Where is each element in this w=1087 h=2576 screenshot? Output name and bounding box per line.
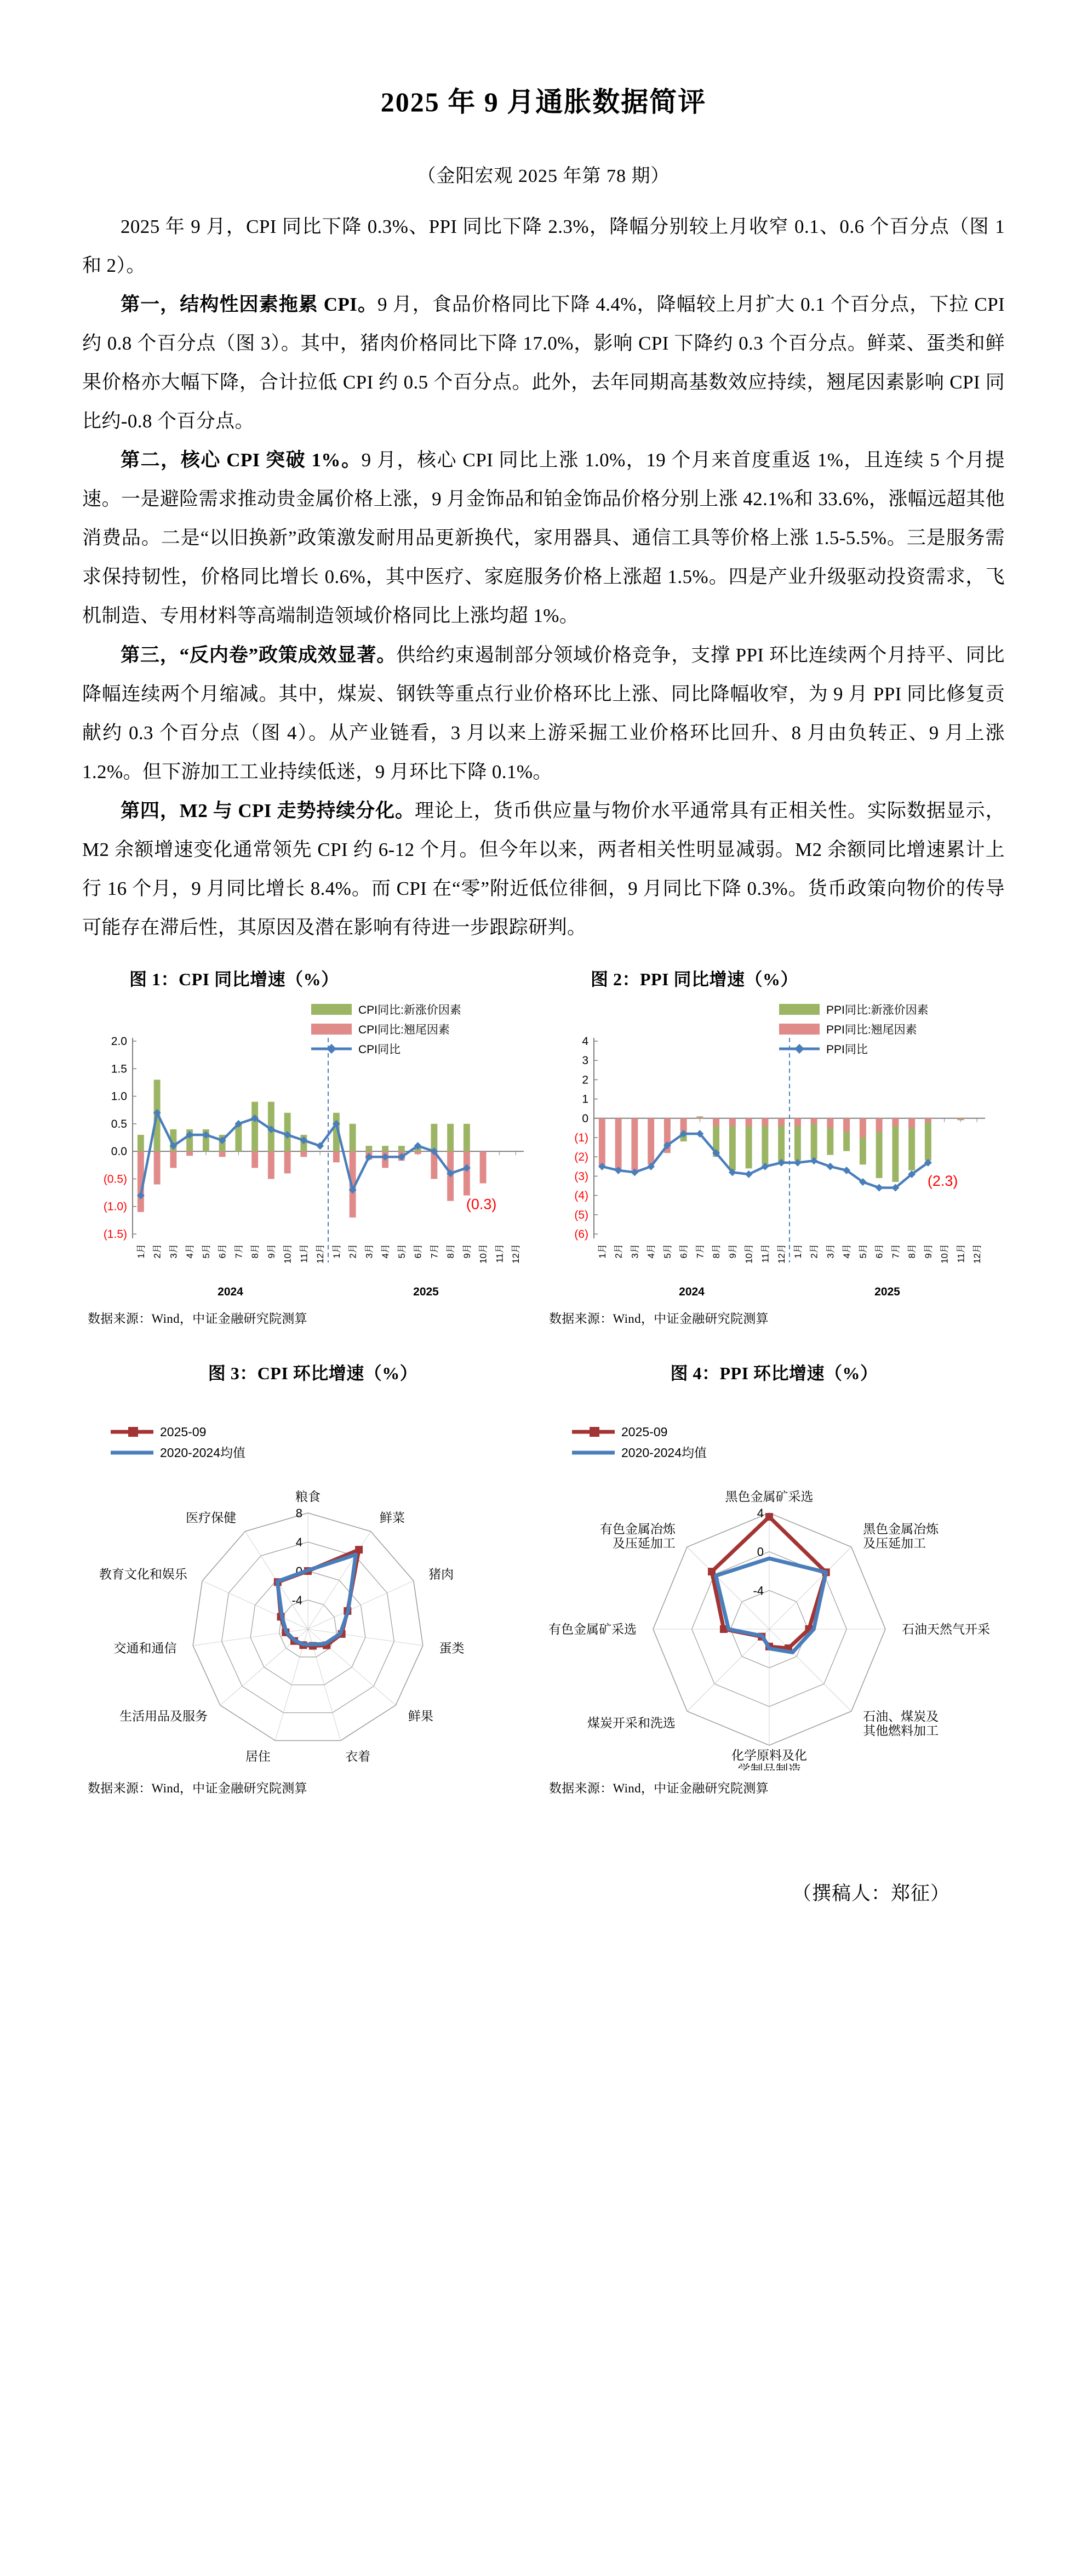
figures-row-1: [82, 966, 1005, 1327]
x-tick-label: 7月: [890, 1243, 901, 1259]
value-annotation: (0.3): [466, 1196, 497, 1213]
x-tick-label: 6月: [678, 1243, 689, 1259]
y-tick-label: 0: [582, 1112, 588, 1125]
bar-segment: [860, 1118, 866, 1138]
radar-axis-label: 化学原料及化: [731, 1747, 807, 1762]
bar-segment: [680, 1118, 687, 1132]
figure-2-chart: [544, 998, 993, 1305]
bar-segment: [794, 1118, 801, 1126]
x-tick-label: 8月: [445, 1243, 456, 1259]
bar-segment: [778, 1118, 785, 1126]
x-tick-label: 7月: [429, 1243, 440, 1259]
figure-4: [544, 1360, 1005, 1796]
bar-segment: [447, 1124, 454, 1151]
y-tick-label: 1: [582, 1093, 588, 1106]
radar-axis-label: 有色金属矿采选: [548, 1621, 637, 1636]
x-tick-label: 4月: [842, 1243, 853, 1259]
paragraph-point-4: [82, 791, 1005, 947]
radial-tick-label: 8: [295, 1506, 302, 1520]
y-tick-label: (6): [574, 1227, 588, 1241]
legend-label: PPI同比:翘尾因素: [826, 1023, 917, 1036]
figure-4-chart: [544, 1392, 993, 1776]
bar-segment: [300, 1151, 307, 1157]
year-label: 2025: [874, 1285, 900, 1297]
figure-2-source: 数据来源：Wind，中证金融研究院测算: [549, 1311, 769, 1326]
bar-segment: [365, 1146, 372, 1151]
bar-segment: [631, 1118, 638, 1170]
year-label: 2024: [218, 1285, 243, 1297]
bar-segment: [333, 1151, 340, 1162]
x-tick-label: 5月: [857, 1243, 868, 1259]
figures-row-2: [82, 1360, 1005, 1796]
paragraph-point-2: [82, 441, 1005, 635]
bar-segment: [138, 1135, 144, 1151]
radar-spoke: [687, 1629, 769, 1711]
paragraph-text: 理论上，货币供应量与物价水平通常具有正相关性。实际数据显示，M2 余额增速变化通常领先 CPI 约 6-12 个月。但今年以来，两者相关性明显减弱。M2 余额同比增速累计上行 16 个月，9 月同比增长 8.4%。而 CPI 在“零”附近低位徘徊，9 月同比下降 0.3%。货币政策向物价的传导可能存在滞后性，其原因及潜在影响有待进一步跟踪研判。: [82, 799, 1005, 938]
bar-segment: [908, 1118, 915, 1128]
y-tick-label: (3): [574, 1170, 588, 1183]
figure-3-chart: [82, 1392, 531, 1776]
radial-tick-label: -4: [291, 1593, 302, 1607]
bar-segment: [251, 1151, 258, 1168]
radar-axis-label: 有色金属冶炼: [599, 1521, 676, 1536]
y-tick-label: 0.5: [111, 1117, 127, 1130]
radar-axis-label: 教育文化和娱乐: [99, 1567, 187, 1581]
radar-axis-label: 煤炭开采和洗选: [587, 1716, 676, 1730]
page-title: 2025 年 9 月通胀数据简评: [380, 86, 707, 117]
paragraph-text: 9 月，核心 CPI 同比上涨 1.0%，19 个月来首度重返 1%，且连续 5 个月提速。一是避险需求推动贵金属价格上涨，9 月金饰品和铂金饰品价格分别上涨 42.1%和 33.6%，涨幅远超其他消费品。二是“以旧换新”政策激发耐用品更新换代，家用器具、通信工具等价格上涨 1.5-5.5%。三是服务需求保持韧性，价格同比增长 0.6%，其中医疗、家庭服务价格上涨超 1.5%。四是产业升级驱动投资需求，飞机制造、专用材料等高端制造领域价格同比上涨均超 1%。: [82, 449, 1005, 627]
x-tick-label: 10月: [939, 1243, 950, 1264]
y-tick-label: 1.0: [111, 1090, 127, 1103]
figure-3-source: 数据来源：Wind，中证金融研究院测算: [88, 1781, 307, 1795]
radar-series: [716, 1558, 826, 1652]
x-tick-label: 11月: [494, 1243, 505, 1263]
series-marker: [876, 1184, 883, 1191]
figure-3-title: 图 3：CPI 环比增速（%）: [208, 1363, 418, 1383]
radar-axis-label: 及压延加工: [863, 1535, 926, 1550]
radar-axis-label: 蛋类: [439, 1641, 465, 1655]
legend-swatch: [311, 1024, 352, 1035]
x-tick-label: 5月: [662, 1243, 673, 1259]
bar-segment: [729, 1118, 736, 1170]
legend-label: 2020-2024均值: [621, 1445, 707, 1460]
x-tick-label: 1月: [792, 1243, 803, 1259]
year-label: 2025: [413, 1285, 439, 1297]
bar-segment: [154, 1151, 161, 1184]
x-tick-label: 8月: [711, 1243, 722, 1259]
figure-1-title: 图 1：CPI 同比增速（%）: [129, 969, 339, 989]
paragraph-lead: 第四，M2 与 CPI 走势持续分化。: [121, 799, 415, 821]
radar-marker: [765, 1513, 773, 1521]
radar-axis-label: 生活用品及服务: [119, 1709, 208, 1723]
radar-axis-label: 鲜果: [408, 1709, 433, 1723]
page-subtitle: （金阳宏观 2025 年第 78 期）: [417, 166, 670, 186]
bar-segment: [876, 1118, 883, 1132]
radial-tick-label: 4: [757, 1506, 764, 1520]
radar-axis-label: 学制品制造: [737, 1762, 801, 1770]
bar-segment: [382, 1146, 388, 1151]
bar-segment: [729, 1118, 736, 1126]
value-annotation: (2.3): [927, 1172, 958, 1189]
x-tick-label: 12月: [972, 1243, 983, 1264]
radar-axis-label: 石油、煤炭及: [863, 1709, 939, 1724]
legend-swatch: [779, 1004, 820, 1015]
x-tick-label: 1月: [331, 1243, 342, 1259]
radial-tick-label: 4: [295, 1535, 302, 1549]
legend-label: PPI同比: [826, 1043, 868, 1056]
y-tick-label: (1.5): [103, 1227, 127, 1241]
bar-segment: [350, 1124, 356, 1151]
bar-segment: [957, 1118, 964, 1119]
legend-label: 2025-09: [621, 1424, 668, 1439]
y-tick-label: 2.0: [111, 1035, 127, 1048]
radar-axis-label: 及压延加工: [612, 1535, 676, 1550]
bar-segment: [480, 1151, 487, 1183]
bar-segment: [398, 1146, 405, 1151]
x-tick-label: 7月: [233, 1243, 244, 1259]
radar-axis-label: 医疗保健: [186, 1510, 237, 1525]
legend-marker: [327, 1044, 336, 1054]
paragraph-point-3: [82, 636, 1005, 791]
radar-axis-label: 粮食: [295, 1489, 321, 1504]
figure-3: [82, 1360, 544, 1796]
radar-marker: [355, 1546, 363, 1553]
bar-segment: [925, 1118, 931, 1122]
bar-segment: [251, 1102, 258, 1152]
x-tick-label: 5月: [201, 1243, 211, 1259]
bar-segment: [431, 1124, 437, 1151]
legend-label: CPI同比:新涨价因素: [358, 1003, 461, 1016]
series-marker: [826, 1163, 834, 1170]
legend-swatch: [311, 1004, 352, 1015]
bar-segment: [843, 1118, 850, 1132]
x-tick-label: 9月: [727, 1243, 738, 1259]
x-tick-label: 2月: [347, 1243, 358, 1259]
paragraph-intro: [82, 207, 1005, 285]
bar-segment: [219, 1151, 226, 1157]
x-tick-label: 3月: [825, 1243, 836, 1259]
ppi-yoy-bar-chart: [544, 998, 993, 1297]
bar-segment: [811, 1118, 817, 1124]
paragraph-text: 2025 年 9 月，CPI 同比下降 0.3%、PPI 同比下降 2.3%，降幅分别较上月收窄 0.1、0.6 个百分点（图 1 和 2）。: [82, 216, 1005, 277]
bar-segment: [746, 1118, 752, 1126]
y-tick-label: (2): [574, 1151, 588, 1164]
x-tick-label: 12月: [315, 1243, 326, 1264]
bar-segment: [925, 1118, 931, 1161]
x-tick-label: 9月: [461, 1243, 472, 1259]
x-tick-label: 5月: [396, 1243, 407, 1259]
x-tick-label: 2月: [152, 1243, 163, 1259]
x-tick-label: 7月: [695, 1243, 706, 1259]
x-tick-label: 10月: [478, 1243, 489, 1264]
legend-label: CPI同比:翘尾因素: [358, 1023, 450, 1036]
radial-tick-label: 0: [757, 1545, 764, 1559]
y-tick-label: 1.5: [111, 1063, 127, 1076]
x-tick-label: 3月: [168, 1243, 179, 1259]
x-tick-label: 1月: [135, 1243, 146, 1259]
x-tick-label: 4月: [380, 1243, 391, 1259]
radar-axis-label: 鲜菜: [379, 1510, 405, 1525]
x-tick-label: 11月: [299, 1243, 310, 1263]
ppi-mom-radar-chart: [544, 1392, 993, 1770]
radar-axis-label: 猪肉: [428, 1567, 454, 1581]
document-page: [0, 19, 1087, 1906]
x-tick-label: 6月: [413, 1243, 424, 1259]
x-tick-label: 11月: [956, 1243, 966, 1263]
y-tick-label: (0.5): [103, 1173, 127, 1186]
legend-marker: [590, 1427, 599, 1437]
figure-4-source: 数据来源：Wind，中证金融研究院测算: [549, 1781, 769, 1795]
x-tick-label: 8月: [250, 1243, 261, 1259]
figure-1: [82, 966, 544, 1327]
x-tick-label: 11月: [760, 1243, 771, 1263]
radar-axis-label: 石油天然气开采: [902, 1621, 990, 1636]
radar-axis-label: 黑色金属冶炼: [863, 1521, 939, 1536]
cpi-mom-radar-chart: [82, 1392, 531, 1770]
year-label: 2024: [679, 1285, 705, 1297]
legend-marker: [794, 1044, 804, 1054]
paragraph-lead: 第三，“反内卷”政策成效显著。: [121, 644, 397, 666]
bar-segment: [415, 1151, 421, 1154]
legend-label: 2025-09: [160, 1424, 207, 1439]
legend-swatch: [779, 1024, 820, 1035]
radial-tick-label: 0: [295, 1564, 302, 1578]
bar-segment: [599, 1118, 605, 1167]
bar-segment: [268, 1151, 274, 1179]
bar-segment: [827, 1118, 833, 1128]
legend-marker: [128, 1427, 138, 1437]
x-tick-label: 4月: [646, 1243, 657, 1259]
x-tick-label: 6月: [217, 1243, 228, 1259]
y-tick-label: (4): [574, 1189, 588, 1202]
cpi-yoy-bar-chart: [82, 998, 531, 1297]
x-tick-label: 3月: [630, 1243, 640, 1259]
x-tick-label: 10月: [743, 1243, 754, 1264]
y-tick-label: (1.0): [103, 1200, 127, 1213]
figure-4-title: 图 4：PPI 环比增速（%）: [670, 1363, 878, 1383]
bar-segment: [464, 1151, 470, 1195]
figure-2: [544, 966, 1005, 1327]
x-tick-label: 1月: [597, 1243, 608, 1259]
y-tick-label: (1): [574, 1131, 588, 1144]
figure-1-source: 数据来源：Wind，中证金融研究院测算: [88, 1311, 307, 1326]
y-tick-label: 0.0: [111, 1145, 127, 1158]
bar-segment: [811, 1118, 817, 1159]
x-tick-label: 6月: [874, 1243, 885, 1259]
x-tick-label: 4月: [185, 1243, 196, 1259]
x-tick-label: 2月: [613, 1243, 624, 1259]
bar-segment: [615, 1118, 622, 1170]
bar-segment: [892, 1118, 899, 1182]
bar-segment: [648, 1118, 654, 1164]
bar-segment: [892, 1118, 899, 1126]
radar-axis-label: 衣着: [345, 1749, 371, 1764]
x-tick-label: 9月: [266, 1243, 277, 1259]
bar-segment: [713, 1118, 719, 1126]
radar-axis-label: 交通和通信: [113, 1641, 177, 1655]
bar-segment: [284, 1151, 291, 1173]
bar-segment: [170, 1151, 176, 1168]
bar-segment: [696, 1117, 703, 1118]
author-line: （撰稿人：郑征）: [792, 1882, 950, 1904]
series-marker: [745, 1170, 753, 1178]
paragraph-lead: 第一，结构性因素拖累 CPI。: [121, 294, 377, 316]
radial-tick-label: -4: [753, 1584, 764, 1598]
legend-label: 2020-2024均值: [160, 1445, 245, 1460]
x-tick-label: 12月: [776, 1243, 787, 1264]
paragraph-lead: 第二，核心 CPI 突破 1%。: [121, 449, 362, 471]
bar-segment: [464, 1124, 470, 1151]
paragraph-text: 供给约束遏制部分领域价格竞争，支撑 PPI 环比连续两个月持平、同比降幅连续两个月缩减。其中，煤炭、钢铁等重点行业价格环比上涨、同比降幅收窄，为 9 月 PPI 同比修复贡献约 0.3 个百分点（图 4）。从产业链看，3 月以来上游采掘工业价格环比回升、8 月由负转正、9 月上涨 1.2%。但下游加工工业持续低迷，9 月环比下降 0.1%。: [82, 644, 1005, 782]
y-tick-label: 3: [582, 1054, 588, 1067]
figure-2-title: 图 2：PPI 同比增速（%）: [591, 969, 799, 989]
radar-series: [278, 1550, 359, 1646]
figure-1-chart: [82, 998, 531, 1305]
x-tick-label: 2月: [809, 1243, 820, 1259]
x-tick-label: 12月: [511, 1243, 522, 1264]
y-tick-label: 4: [582, 1035, 588, 1048]
radar-axis-label: 其他燃料加工: [863, 1723, 939, 1738]
y-tick-label: 2: [582, 1073, 588, 1087]
x-tick-label: 9月: [923, 1243, 934, 1259]
radar-spoke: [769, 1629, 851, 1711]
bar-segment: [235, 1124, 242, 1151]
x-tick-label: 10月: [282, 1243, 293, 1264]
legend-label: PPI同比:新涨价因素: [826, 1003, 929, 1016]
paragraph-point-1: [82, 285, 1005, 441]
x-tick-label: 8月: [907, 1243, 918, 1259]
y-tick-label: (5): [574, 1208, 588, 1221]
x-tick-label: 3月: [364, 1243, 375, 1259]
radar-axis-label: 黑色金属矿采选: [725, 1489, 814, 1504]
paragraph-text: 9 月，食品价格同比下降 4.4%，降幅较上月扩大 0.1 个百分点，下拉 CPI 约 0.8 个百分点（图 3）。其中，猪肉价格同比下降 17.0%，影响 CPI 下降约 0.3 个百分点。鲜菜、蛋类和鲜果价格亦大幅下降，合计拉低 CPI 约 0.5 个百分点。此外，去年同期高基数效应持续，翘尾因素影响 CPI 同比约-0.8 个百分点。: [82, 294, 1005, 432]
bar-segment: [762, 1118, 768, 1126]
legend-label: CPI同比: [358, 1043, 401, 1056]
radar-marker: [708, 1568, 716, 1575]
bar-segment: [186, 1151, 193, 1156]
radar-axis-label: 居住: [245, 1749, 271, 1764]
